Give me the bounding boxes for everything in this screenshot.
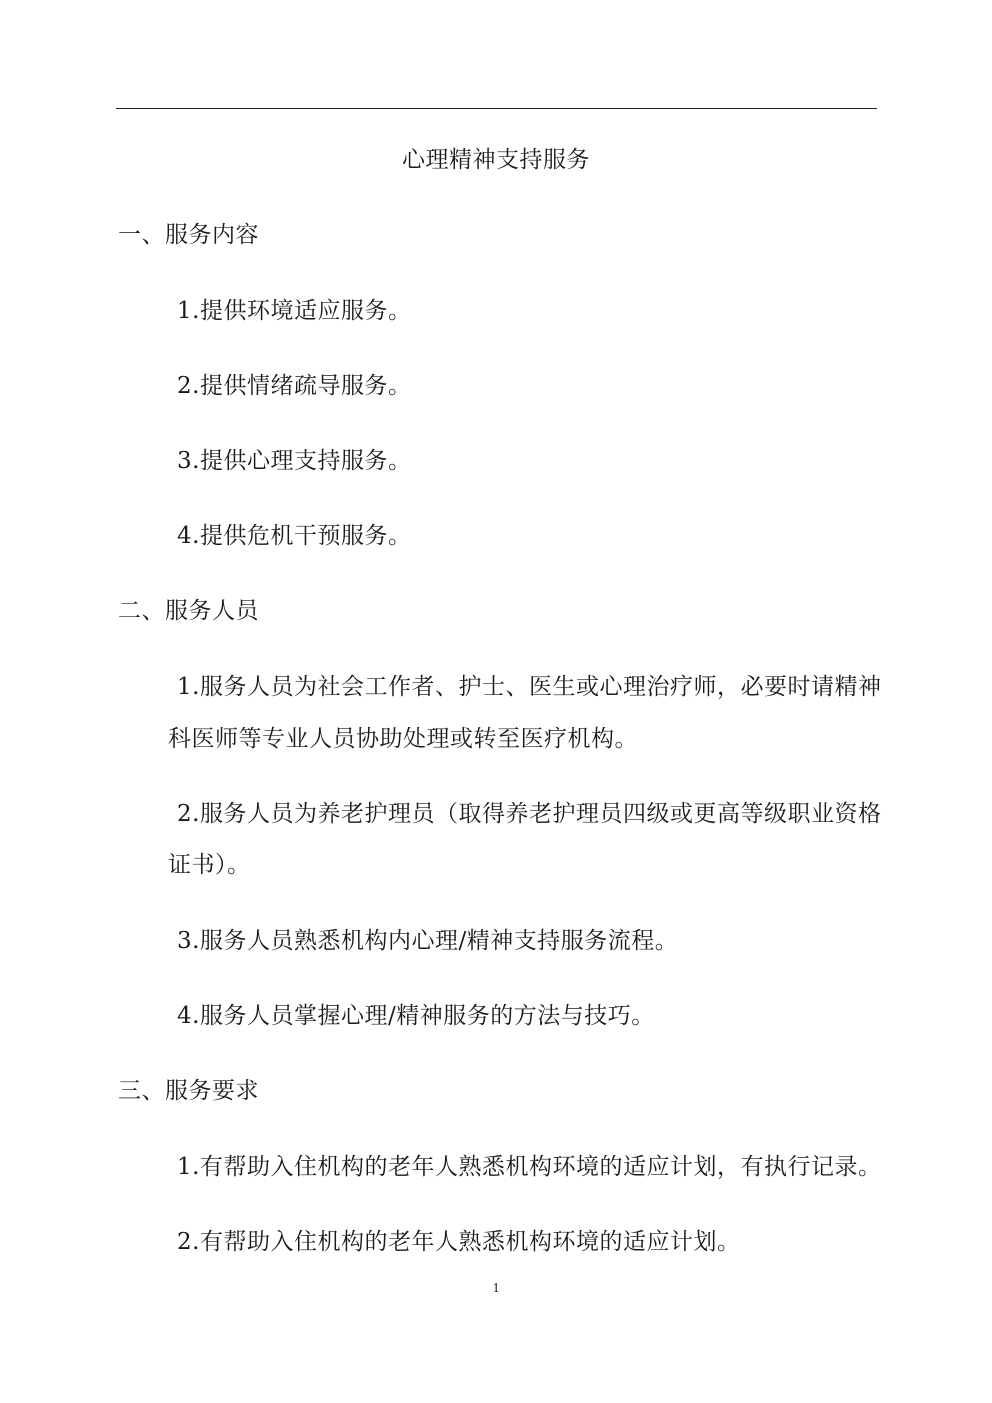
document-title: 心理精神支持服务	[402, 147, 590, 173]
list-item: 3.提供心理支持服务。	[177, 448, 412, 474]
section-heading-staff: 二、服务人员	[118, 598, 259, 624]
list-item: 4.提供危机干预服务。	[177, 523, 412, 549]
list-item-continuation: 科医师等专业人员协助处理或转至医疗机构。	[168, 726, 638, 752]
header-rule	[116, 108, 877, 109]
list-item: 1.有帮助入住机构的老年人熟悉机构环境的适应计划，有执行记录。	[177, 1154, 882, 1180]
section-heading-content: 一、服务内容	[118, 222, 259, 248]
list-item-continuation: 证书）。	[168, 852, 251, 878]
list-item: 4.服务人员掌握心理/精神服务的方法与技巧。	[177, 1003, 655, 1029]
list-item: 2.服务人员为养老护理员（取得养老护理员四级或更高等级职业资格	[177, 801, 882, 827]
list-item: 1.服务人员为社会工作者、护士、医生或心理治疗师，必要时请精神	[177, 674, 882, 700]
list-item: 2.有帮助入住机构的老年人熟悉机构环境的适应计划。	[177, 1229, 741, 1255]
section-heading-requirements: 三、服务要求	[118, 1078, 259, 1104]
list-item: 2.提供情绪疏导服务。	[177, 373, 412, 399]
page-number: 1	[492, 1281, 500, 1296]
list-item: 1.提供环境适应服务。	[177, 298, 412, 324]
list-item: 3.服务人员熟悉机构内心理/精神支持服务流程。	[177, 928, 679, 954]
